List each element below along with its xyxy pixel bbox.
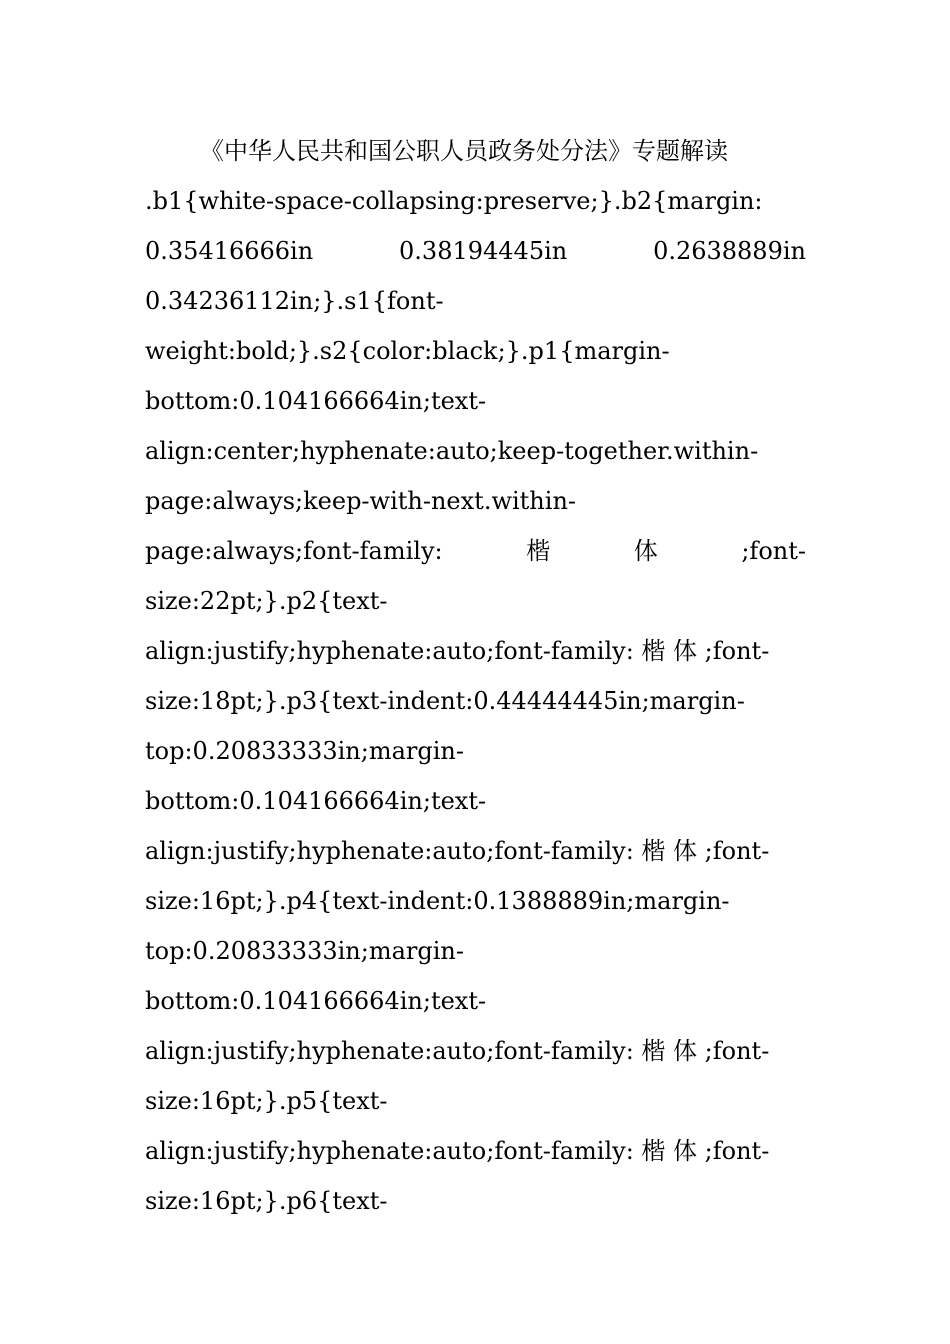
text-segment: 0.38194445in (399, 237, 568, 265)
text-line: bottom:0.104166664in;text- (145, 987, 487, 1015)
text-segment: 体 (633, 537, 658, 565)
text-line: size:18pt;}.p3{text-indent:0.44444445in;margin- (145, 687, 745, 715)
text-line: size:16pt;}.p6{text- (145, 1187, 388, 1215)
text-line: align:justify;hyphenate:auto;font-family: 楷 体 ;font- (145, 1037, 770, 1065)
text-line (145, 526, 806, 576)
text-line (145, 226, 806, 276)
text-line: size:16pt;}.p5{text- (145, 1087, 388, 1115)
text-segment: 0.2638889in (653, 237, 806, 265)
text-segment: page:always;font-family: (145, 537, 443, 565)
text-segment: 0.35416666in (145, 237, 314, 265)
text-segment: 楷 (526, 537, 551, 565)
document-title: 《中华人民共和国公职人员政务处分法》专题解读 (200, 137, 728, 165)
text-line: 0.34236112in;}.s1{font- (145, 287, 444, 315)
text-line: align:justify;hyphenate:auto;font-family: 楷 体 ;font- (145, 1137, 770, 1165)
text-line: page:always;keep-with-next.within- (145, 487, 577, 515)
document-body (145, 126, 806, 1226)
text-line: weight:bold;}.s2{color:black;}.p1{margin- (145, 337, 670, 365)
text-line: align:justify;hyphenate:auto;font-family: 楷 体 ;font- (145, 637, 770, 665)
text-line: .b1{white-space-collapsing:preserve;}.b2{margin: (145, 187, 763, 215)
text-line: align:justify;hyphenate:auto;font-family: 楷 体 ;font- (145, 837, 770, 865)
text-line: bottom:0.104166664in;text- (145, 787, 487, 815)
text-line: top:0.20833333in;margin- (145, 737, 464, 765)
text-segment: ;font- (741, 537, 806, 565)
text-line: align:center;hyphenate:auto;keep-together.within- (145, 437, 759, 465)
text-line: size:22pt;}.p2{text- (145, 587, 388, 615)
text-line: top:0.20833333in;margin- (145, 937, 464, 965)
text-line: size:16pt;}.p4{text-indent:0.1388889in;margin- (145, 887, 730, 915)
text-line: bottom:0.104166664in;text- (145, 387, 487, 415)
